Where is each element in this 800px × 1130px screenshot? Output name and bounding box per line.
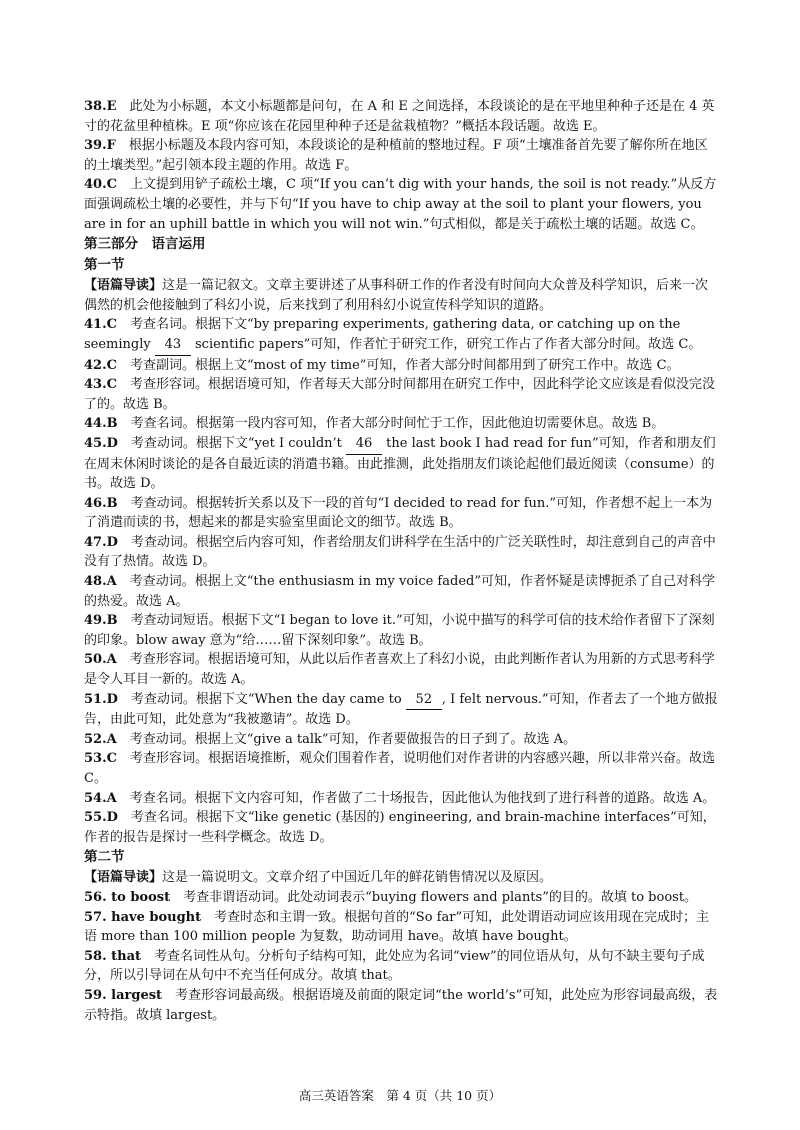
answer-explanation-cont: , I felt nervous.”可知，作者去了一个地方做报告，由此可知，此处意为“我被邀请”。故选 D。	[84, 691, 718, 728]
answer-explanation: 上文提到用铲子疏松土壤，C 项“If you can’t dig with your hands, the soil is not ready.”从反方面强调疏松土壤的必要性，并与下句“If you have to chip away at the soil to plant your flowers, you are in for an uphill battle in which you will not win.”句式相似，都是关于疏松土壤的话题。故选 C。	[84, 177, 717, 232]
answer-explanation: 考查形容词。根据语境推断，观众们围着作者，说明他们对作者讲的内容感兴趣，所以非常兴奋。故选 C。	[84, 751, 715, 786]
answer-number: 40.C	[84, 177, 117, 193]
answer-item	[84, 533, 720, 572]
answer-item	[84, 908, 720, 947]
guide-text: 这是一篇说明文。文章介绍了中国近几年的鲜花销售情况以及原因。	[162, 870, 553, 886]
blank-number: 43	[155, 335, 191, 356]
answer-number: 44.B	[84, 416, 118, 432]
answer-number: 53.C	[84, 751, 117, 767]
answer-item	[84, 789, 720, 809]
answer-explanation: 考查动词。根据下文“yet I couldn’t	[130, 435, 347, 451]
answer-number: 38.E	[84, 99, 117, 114]
passage-guide	[84, 276, 720, 315]
answer-number: 58. that	[84, 948, 142, 964]
answer-item	[84, 375, 720, 414]
answer-item	[84, 947, 720, 986]
answer-explanation: 此处为小标题，本文小标题都是问句，在 A 和 E 之间选择，本段谈论的是在平地里种种子还是在 4 英寸的花盆里种植株。E 项“你应该在花园里种种子还是盆栽植物？”概括本段话题。故选 E。	[84, 99, 715, 134]
answer-explanation: 考查副词。根据上文“most of my time”可知，作者大部分时间都用到了研究工作中。故选 C。	[129, 357, 680, 373]
answer-explanation: 考查形容词最高级。根据语境及前面的限定词“the world’s”可知，此处应为形容词最高级，表示特指。故填 largest。	[84, 987, 718, 1023]
answer-item	[84, 690, 720, 730]
answer-item	[84, 494, 720, 533]
answer-item	[84, 315, 720, 355]
answer-explanation: 考查名词。根据下文内容可知，作者做了二十场报告，因此他认为他找到了进行科普的道路。故选 A。	[129, 790, 716, 806]
subsection-heading: 第二节	[84, 849, 125, 866]
answer-number: 54.A	[84, 790, 117, 806]
answer-number: 50.A	[84, 652, 117, 668]
answer-content	[84, 97, 720, 1025]
answer-item	[84, 611, 720, 650]
answer-number: 43.C	[84, 377, 117, 393]
answer-explanation: 考查名词。根据下文“by preparing experiments, gathering data, or catching up on the seemingly	[84, 317, 681, 352]
answer-item	[84, 434, 720, 494]
answer-item	[84, 97, 720, 136]
answer-number: 39.F	[84, 138, 116, 154]
section-heading: 第三部分 语言运用	[84, 236, 206, 253]
answer-number: 42.C	[84, 357, 117, 373]
answer-explanation: 考查动词短语。根据下文“I began to love it.”可知，小说中描写的科学可信的技术给作者留下了深刻的印象。blow away 意为“给……留下深刻印象”。故选 B。	[84, 613, 715, 648]
answer-number: 41.C	[84, 317, 117, 333]
answer-number: 57. have bought	[84, 909, 202, 925]
answer-explanation: 考查形容词。根据语境可知，从此以后作者喜欢上了科幻小说，由此判断作者认为用新的方式思考科学是令人耳目一新的。故选 A。	[84, 652, 715, 688]
answer-number: 55.D	[84, 810, 118, 826]
answer-item	[84, 356, 720, 376]
answer-explanation-cont: the last book I had read for fun”可知，作者和朋友们在周末休闲时谈论的是各自最近读的消遣书籍。由此推测，此处指朋友们谈论起他们最近阅读（consume）的书。故选 D。	[84, 435, 716, 492]
answer-item	[84, 749, 720, 788]
guide-tag: 【语篇导读】	[84, 278, 163, 294]
guide-tag: 【语篇导读】	[84, 870, 163, 886]
answer-number: 45.D	[84, 435, 118, 451]
answer-explanation: 考查形容词。根据语境可知，作者每天大部分时间都用在研究工作中，因此科学论文应该是看似没完没了的。故选 B。	[84, 377, 715, 412]
answer-number: 49.B	[84, 613, 118, 629]
subsection-heading: 第一节	[84, 257, 125, 274]
answer-number: 56. to boost	[84, 889, 171, 905]
answer-item	[84, 175, 720, 234]
answer-explanation: 考查动词。根据空后内容可知，作者给朋友们讲科学在生活中的广泛关联性时，却注意到自己的声音中没有了热情。故选 D。	[84, 534, 716, 570]
answer-item	[84, 650, 720, 689]
answer-explanation: 根据小标题及本段内容可知，本段谈论的是种植前的整地过程。F 项“土壤准备首先要了解你所在地区的土壤类型。”起引领本段主题的作用。故选 F。	[84, 138, 708, 173]
answer-explanation: 考查动词。根据上文“give a talk”可知，作者要做报告的日子到了。故选 A。	[129, 731, 577, 747]
answer-explanation: 考查非谓语动词。此处动词表示“buying flowers and plants”的目的。故填 to boost。	[183, 889, 698, 905]
answer-explanation: 考查名词。根据第一段内容可知，作者大部分时间忙于工作，因此他迫切需要休息。故选 B。	[130, 416, 665, 432]
answer-number: 59. largest	[84, 987, 163, 1003]
answer-number: 47.D	[84, 534, 118, 550]
answer-item	[84, 730, 720, 750]
answer-explanation: 考查时态和主谓一致。根据句首的“So far”可知，此处谓语动词应该用现在完成时；主语 more than 100 million people 为复数，助动词用 have。故填 have bought。	[84, 909, 710, 945]
passage-guide	[84, 868, 720, 888]
answer-item	[84, 136, 720, 175]
answer-item	[84, 888, 720, 908]
answer-explanation: 考查名词性从句。分析句子结构可知，此处应为名词“view”的同位语从句，从句不缺主要句子成分，所以引导词在从句中不充当任何成分。故填 that。	[84, 948, 705, 984]
page-footer: 高三英语答案 第 4 页（共 10 页）	[298, 1088, 502, 1103]
answer-explanation-cont: scientific papers”可知，作者忙于研究工作，研究工作占了作者大部分时间。故选 C。	[190, 336, 702, 352]
answer-item	[84, 414, 720, 434]
answer-item	[84, 572, 720, 611]
answer-number: 48.A	[84, 574, 117, 590]
guide-text: 这是一篇记叙文。文章主要讲述了从事科研工作的作者没有时间向大众普及科学知识，后来一次偶然的机会他接触到了科幻小说，后来找到了利用科幻小说宣传科学知识的道路。	[84, 278, 709, 313]
blank-number: 46	[346, 434, 382, 455]
answer-explanation: 考查动词。根据转折关系以及下一段的首句“I decided to read for fun.”可知，作者想不起上一本为了消遣而读的书，想起来的都是实验室里面论文的细节。故选 B。	[84, 495, 713, 531]
answer-explanation: 考查名词。根据下文“like genetic (基因的) engineering, and brain-machine interfaces”可知，作者的报告是探讨一些科学概念。故选 D。	[84, 810, 716, 845]
answer-item	[84, 808, 720, 847]
answer-number: 51.D	[84, 691, 118, 707]
answer-explanation: 考查动词。根据下文“When the day came to	[130, 691, 406, 707]
answer-item	[84, 986, 720, 1025]
blank-number: 52	[406, 690, 442, 711]
answer-number: 52.A	[84, 731, 117, 747]
answer-explanation: 考查动词。根据上文“the enthusiasm in my voice faded”可知，作者怀疑是读博扼杀了自己对科学的热爱。故选 A。	[84, 574, 715, 609]
answer-number: 46.B	[84, 495, 118, 511]
